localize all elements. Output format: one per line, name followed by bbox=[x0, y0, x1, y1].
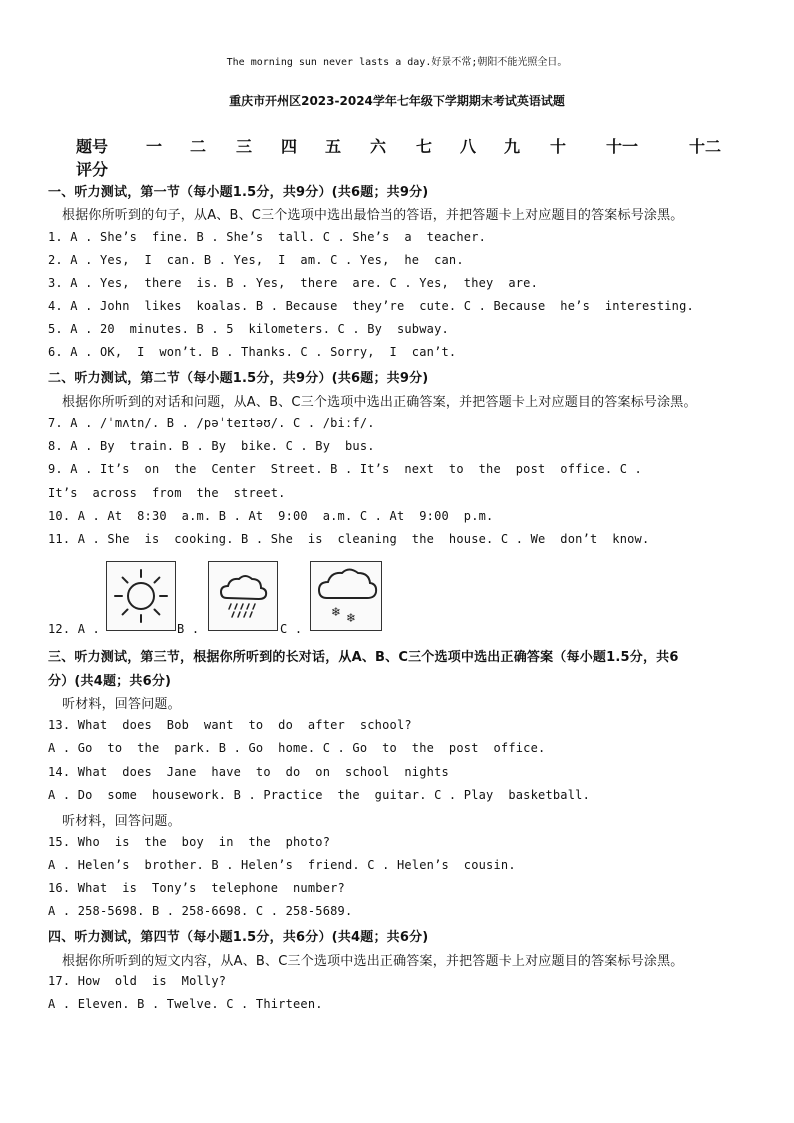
question-line: 10. A . At 8:30 a.m. B . At 9:00 a.m. C . At 9:00 p.m. bbox=[48, 509, 494, 523]
question-line: 8. A . By train. B . By bike. C . By bus. bbox=[48, 439, 375, 453]
option-b-label: B . bbox=[177, 622, 200, 636]
question-line: 7. A . /ˈmʌtn/. B . /pəˈteɪtəʊ/. C . /biːf/. bbox=[48, 416, 375, 430]
question-line: A . Helen’s brother. B . Helen’s friend. C . Helen’s cousin. bbox=[48, 858, 516, 872]
score-header-label: 题号 bbox=[76, 137, 109, 156]
question-line: 17. How old is Molly? bbox=[48, 974, 227, 988]
question-line: 1. A . She’s fine. B . She’s tall. C . She’s a teacher. bbox=[48, 230, 487, 244]
score-col: 三 bbox=[236, 137, 253, 156]
score-col: 八 bbox=[460, 137, 477, 156]
section-instruction: 听材料，回答问题。 bbox=[62, 814, 181, 829]
score-col: 十一 bbox=[606, 137, 639, 156]
page-motto: The morning sun never lasts a day.好景不常;朝阳不能光照全日。 bbox=[226, 57, 568, 68]
score-table-header bbox=[76, 134, 726, 154]
question-line: 16. What is Tony’s telephone number? bbox=[48, 881, 345, 895]
section-heading: 四、听力测试，第四节（每小题1.5分，共6分）(共4题；共6分) bbox=[48, 930, 429, 945]
section-instruction: 听材料，回答问题。 bbox=[62, 697, 181, 712]
score-col: 六 bbox=[370, 137, 387, 156]
question-line: 9. A . It’s on the Center Street. B . It’s next to the post office. C . bbox=[48, 462, 642, 476]
option-c-picture bbox=[310, 561, 382, 631]
question-line: 6. A . OK, I won’t. B . Thanks. C . Sorry, I can’t. bbox=[48, 345, 457, 359]
question-line: 12. A . bbox=[48, 622, 100, 636]
question-line: 3. A . Yes, there is. B . Yes, there are. C . Yes, they are. bbox=[48, 276, 539, 290]
question-line: A . Eleven. B . Twelve. C . Thirteen. bbox=[48, 997, 323, 1011]
question-line: A . Go to the park. B . Go home. C . Go to the post office. bbox=[48, 741, 546, 755]
question-line: It’s across from the street. bbox=[48, 486, 286, 500]
question-line: 13. What does Bob want to do after school? bbox=[48, 718, 412, 732]
section-instruction: 根据你所听到的句子，从A、B、C三个选项中选出最恰当的答语，并把答题卡上对应题目的答案标号涂黑。 bbox=[62, 208, 684, 223]
score-col: 四 bbox=[281, 137, 298, 156]
option-a-picture bbox=[106, 561, 176, 631]
score-row-label: 评分 bbox=[76, 160, 109, 179]
rain-cloud-icon bbox=[209, 562, 277, 630]
svg-text:❄: ❄ bbox=[331, 605, 342, 619]
page-title: 重庆市开州区2023-2024学年七年级下学期期末考试英语试题 bbox=[229, 94, 565, 108]
section-heading: 三、听力测试，第三节，根据你所听到的长对话，从A、B、C三个选项中选出正确答案（每小题1.5分，共6 bbox=[48, 650, 679, 665]
score-col: 七 bbox=[416, 137, 433, 156]
score-col: 二 bbox=[190, 137, 207, 156]
score-col: 十二 bbox=[689, 137, 722, 156]
question-line: A . 258-5698. B . 258-6698. C . 258-5689. bbox=[48, 904, 353, 918]
score-col: 九 bbox=[504, 137, 521, 156]
option-b-picture bbox=[208, 561, 278, 631]
section-heading-cont: 分）(共4题；共6分) bbox=[48, 674, 172, 689]
question-line: 5. A . 20 minutes. B . 5 kilometers. C . By subway. bbox=[48, 322, 449, 336]
question-line: A . Do some housework. B . Practice the guitar. C . Play basketball. bbox=[48, 788, 590, 802]
question-line: 2. A . Yes, I can. B . Yes, I am. C . Yes, he can. bbox=[48, 253, 464, 267]
svg-text:❄: ❄ bbox=[346, 611, 357, 625]
question-line: 14. What does Jane have to do on school nights bbox=[48, 765, 449, 779]
score-col: 五 bbox=[325, 137, 342, 156]
sun-icon bbox=[107, 562, 175, 630]
score-col: 一 bbox=[146, 137, 163, 156]
section-heading: 一、听力测试，第一节（每小题1.5分，共9分）(共6题；共9分) bbox=[48, 185, 429, 200]
question-line: 11. A . She is cooking. B . She is cleaning the house. C . We don’t know. bbox=[48, 532, 650, 546]
question-line: 4. A . John likes koalas. B . Because they’re cute. C . Because he’s interesting. bbox=[48, 299, 694, 313]
section-instruction: 根据你所听到的对话和问题，从A、B、C三个选项中选出正确答案，并把答题卡上对应题目的答案标号涂黑。 bbox=[62, 395, 697, 410]
question-line: 15. Who is the boy in the photo? bbox=[48, 835, 331, 849]
section-heading: 二、听力测试，第二节（每小题1.5分，共9分）(共6题；共9分) bbox=[48, 371, 429, 386]
section-instruction: 根据你所听到的短文内容，从A、B、C三个选项中选出正确答案，并把答题卡上对应题目的答案标号涂黑。 bbox=[62, 954, 684, 969]
score-col: 十 bbox=[550, 137, 567, 156]
snow-cloud-icon bbox=[311, 562, 381, 630]
option-c-label: C . bbox=[280, 622, 303, 636]
